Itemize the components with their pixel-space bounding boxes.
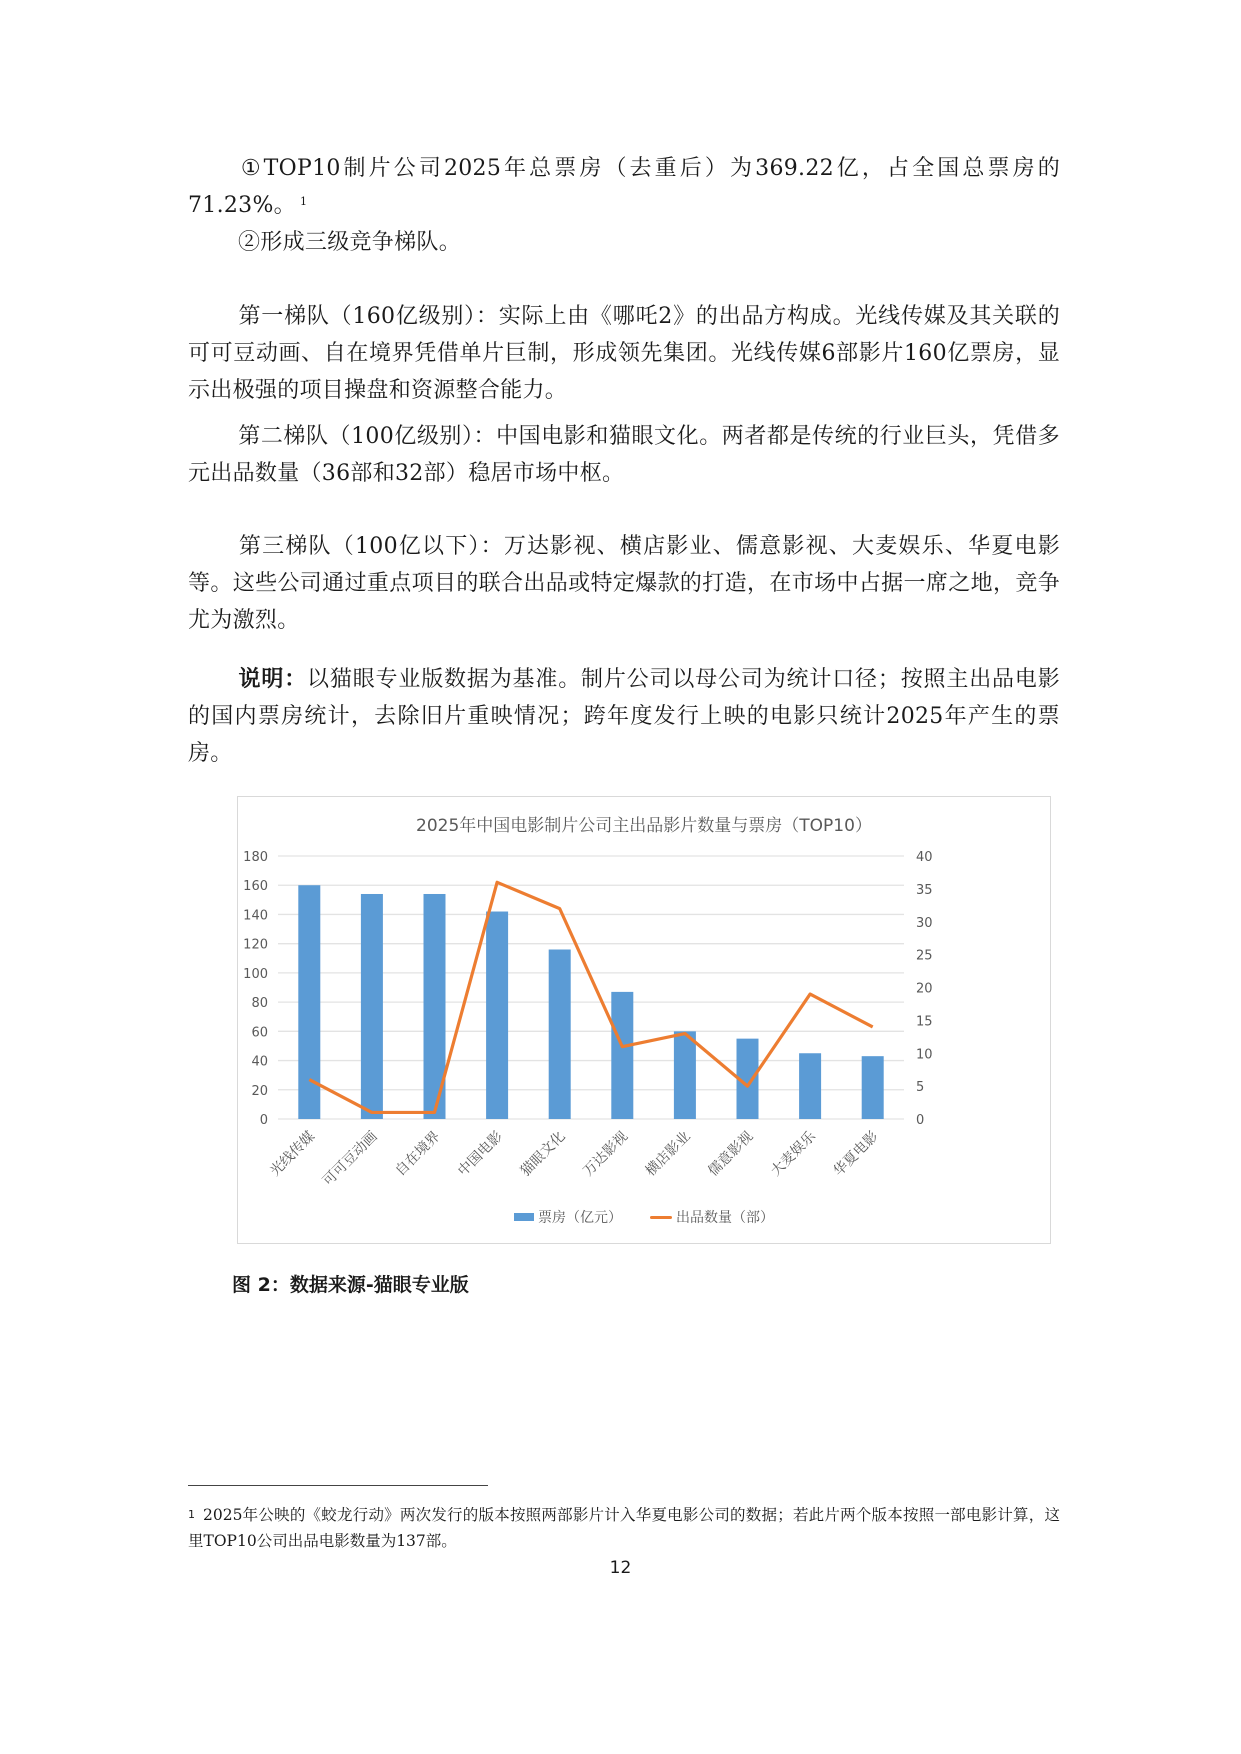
line-swatch-icon (650, 1216, 672, 1219)
category-label: 自在境界 (392, 1128, 444, 1180)
left-axis-tick: 0 (259, 1113, 268, 1128)
chart-legend (238, 1207, 1050, 1227)
right-axis-tick: 30 (916, 915, 933, 931)
bar (549, 950, 571, 1119)
paragraph-note (188, 661, 1060, 772)
category-label: 大麦娱乐 (768, 1128, 819, 1180)
paragraph-text: 第三梯队（100亿以下）：万达影视、横店影业、儒意影视、大麦娱乐、华夏电影等。这些公司通过重点项目的联合出品或特定爆款的打造，在市场中占据一席之地，竞争尤为激烈。 (188, 534, 1060, 633)
category-label: 光线传媒 (267, 1128, 319, 1180)
left-axis-tick: 80 (251, 996, 268, 1012)
footnote-marker: 1 (188, 1508, 195, 1521)
bar (674, 1031, 696, 1119)
paragraph-text: ②形成三级竞争梯队。 (238, 230, 462, 255)
page-number: 12 (609, 1558, 632, 1578)
chart-plot-area (238, 797, 1052, 1245)
right-axis-tick: 35 (916, 882, 933, 898)
paragraph-text: 第二梯队（100亿级别）：中国电影和猫眼文化。两者都是传统的行业巨头，凭借多元出品数量（36部和32部）稳居市场中枢。 (188, 424, 1060, 486)
line-series (309, 882, 872, 1112)
left-axis-tick: 140 (243, 908, 268, 924)
bar (862, 1056, 884, 1119)
legend-label: 出品数量（部） (676, 1210, 774, 1226)
paragraph-text: ①TOP10制片公司2025年总票房（去重后）为369.22亿，占全国总票房的71.23%。 (188, 156, 1060, 218)
category-label: 儒意影视 (705, 1128, 757, 1180)
legend-item-film-count (650, 1207, 774, 1227)
footnote-divider (188, 1485, 488, 1486)
footnote-ref[interactable]: 1 (300, 195, 308, 208)
category-label: 猫眼文化 (517, 1128, 569, 1180)
paragraph-text: 以猫眼专业版数据为基准。制片公司以母公司为统计口径；按照主出品电影的国内票房统计，去除旧片重映情况；跨年度发行上映的电影只统计2025年产生的票房。 (188, 667, 1061, 766)
legend-label: 票房（亿元） (538, 1210, 622, 1226)
left-axis-tick: 40 (251, 1054, 268, 1070)
paragraph-tier-three (188, 528, 1060, 639)
right-axis-tick: 5 (916, 1080, 925, 1096)
footnote-text: 2025年公映的《蛟龙行动》两次发行的版本按照两部影片计入华夏电影公司的数据；若此片两个版本按照一部电影计算，这里TOP10公司出品电影数量为137部。 (188, 1506, 1060, 1550)
paragraph-three-tiers (188, 224, 1060, 261)
bar-swatch-icon (514, 1213, 534, 1221)
right-axis-tick: 25 (916, 948, 933, 964)
bar (361, 894, 383, 1119)
figure-caption: 图 2：数据来源-猫眼专业版 (232, 1274, 469, 1296)
right-axis-tick: 20 (916, 981, 933, 997)
category-label: 可可豆动画 (319, 1128, 381, 1190)
right-axis-tick: 15 (916, 1014, 933, 1030)
category-label: 中国电影 (455, 1128, 506, 1180)
bar (611, 992, 633, 1119)
left-axis-tick: 120 (243, 937, 268, 953)
footnote (188, 1502, 1060, 1554)
chart-title: 2025年中国电影制片公司主出品影片数量与票房（TOP10） (416, 816, 872, 836)
left-axis-tick: 180 (243, 850, 268, 865)
bar (799, 1053, 821, 1119)
right-axis-tick: 10 (916, 1047, 933, 1063)
paragraph-text: 第一梯队（160亿级别）：实际上由《哪吒2》的出品方构成。光线传媒及其关联的可可豆动画、自在境界凭借单片巨制，形成领先集团。光线传媒6部影片160亿票房，显示出极强的项目操盘和资源整合能力。 (188, 304, 1060, 403)
paragraph-top10-summary (188, 150, 1060, 224)
paragraph-tier-one (188, 298, 1060, 409)
left-axis-tick: 160 (243, 879, 268, 895)
left-axis-tick: 60 (251, 1025, 268, 1041)
right-axis-tick: 0 (916, 1113, 925, 1128)
note-label: 说明： (238, 667, 308, 692)
category-label: 横店影业 (642, 1128, 694, 1180)
right-axis-tick: 40 (916, 850, 933, 865)
category-label: 万达影视 (580, 1128, 632, 1180)
legend-item-box-office (514, 1207, 622, 1227)
paragraph-tier-two (188, 418, 1060, 492)
left-axis-tick: 20 (251, 1083, 268, 1099)
bar (486, 912, 508, 1119)
category-label: 华夏电影 (830, 1128, 882, 1180)
combo-chart (237, 796, 1051, 1244)
left-axis-tick: 100 (243, 966, 268, 982)
